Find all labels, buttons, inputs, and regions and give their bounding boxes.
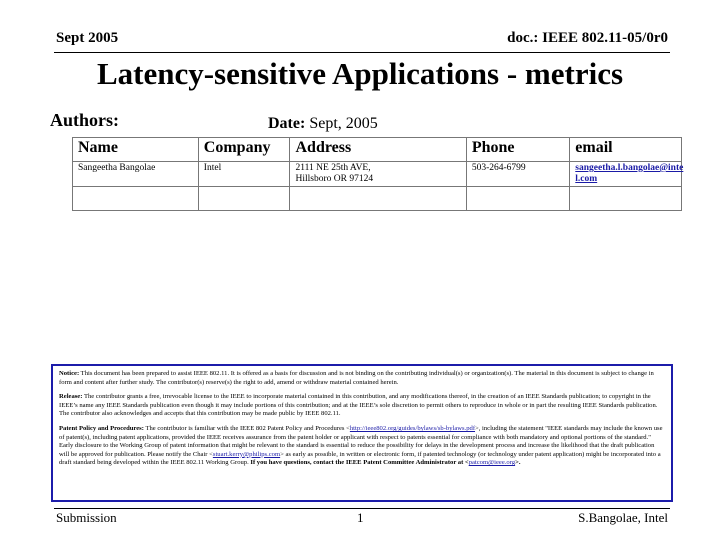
footer-page-number: 1: [357, 510, 364, 525]
col-company: Company: [198, 138, 290, 162]
admin-email-link[interactable]: patcom@ieee.org: [468, 459, 516, 467]
patent-paragraph: [59, 425, 665, 468]
date-label: Date:: [268, 115, 306, 132]
col-address: Address: [290, 138, 466, 162]
patent-end: >.: [515, 459, 521, 467]
header-divider: [54, 52, 670, 53]
footer-submission: Submission: [56, 510, 117, 525]
notice-paragraph: [59, 370, 665, 387]
chair-email-link[interactable]: stuart.kerry@philips.com: [212, 450, 281, 458]
cell-address: [290, 162, 466, 187]
patent-bold-text: If you have questions, contact the IEEE Patent Committee Administrator at <: [250, 459, 469, 467]
slide-title: Latency-sensitive Applications - metrics: [96, 56, 624, 91]
authors-table: [72, 137, 682, 211]
table-header-row: [73, 138, 682, 162]
col-name: Name: [73, 138, 199, 162]
col-phone: Phone: [466, 138, 569, 162]
footer-divider: [54, 508, 670, 509]
cell-email[interactable]: [570, 162, 682, 187]
cell-phone: 503-264-6799: [466, 162, 569, 187]
email-line-1[interactable]: sangeetha.l.bangolae@inte: [575, 163, 684, 173]
cell-name: Sangeetha Bangolae: [73, 162, 199, 187]
header-doc-id: doc.: IEEE 802.11-05/0r0: [507, 30, 668, 46]
address-line-2: Hillsboro OR 97124: [295, 174, 374, 184]
header-date: Sept 2005: [56, 30, 119, 46]
table-row-empty: [73, 187, 682, 211]
cell-company: Intel: [198, 162, 290, 187]
address-line-1: 2111 NE 25th AVE,: [295, 163, 371, 173]
patent-text-1: The contributor is familiar with the IEEE 802 Patent Policy and Procedures <: [145, 424, 350, 432]
date-line: [268, 115, 378, 133]
email-link[interactable]: [575, 163, 683, 184]
notice-label: Notice:: [59, 370, 80, 377]
patent-text-3: > as early as possible, in written or electronic form, if patented technology (or technology under patent application) might be incorporated into a draft standard being developed within the IEEE 802.11 Working Group.: [59, 450, 661, 467]
patent-policy-link[interactable]: http://ieee802.org/guides/bylaws/sb-bylaws.pdf: [349, 424, 476, 432]
patent-text-2: >, including the statement "IEEE standards may include the known use of patent(s), including patent applications, provided the IEEE receives assurance from the patent holder or applicant with respect to patents essential for compliance with both mandatory and optional portions of the standard." Early disclosure to the Working Group of patent information that might be relevant to the standard is essential to reduce the possibility for delays in the development process and increase the likelihood that the draft publication will be approved for publication. Please notify the Chair <: [59, 424, 663, 458]
release-text: The contributor grants a free, irrevocable license to the IEEE to incorporate material contained in this contribution, and any modifications thereof, in the creation of an IEEE Standards publication; to copyright in the IEEE’s name any IEEE Standards publication even though it may include portions of this contribution; and at the IEEE’s sole discretion to permit others to reproduce in whole or in part the resulting IEEE Standards publication. The contributor also acknowledges and accepts that this contribution may be made public by IEEE 802.11.: [59, 393, 658, 418]
date-value: Sept, 2005: [309, 115, 378, 132]
email-line-2[interactable]: l.com: [575, 174, 598, 184]
col-email: email: [570, 138, 682, 162]
patent-label: Patent Policy and Procedures:: [59, 424, 144, 432]
release-paragraph: [59, 393, 665, 419]
footer-author: S.Bangolae, Intel: [578, 510, 668, 525]
table-row: [73, 162, 682, 187]
release-label: Release:: [59, 393, 83, 401]
notice-box: [51, 364, 673, 502]
notice-text: This document has been prepared to assist IEEE 802.11. It is offered as a basis for discussion and is not binding on the contributing individual(s) or organization(s). The material in this document is subject to change in form and content after further study. The contributor(s) reserve(s) the right to add, amend or withdraw material contained herein.: [59, 370, 654, 386]
authors-label: Authors:: [50, 110, 120, 130]
